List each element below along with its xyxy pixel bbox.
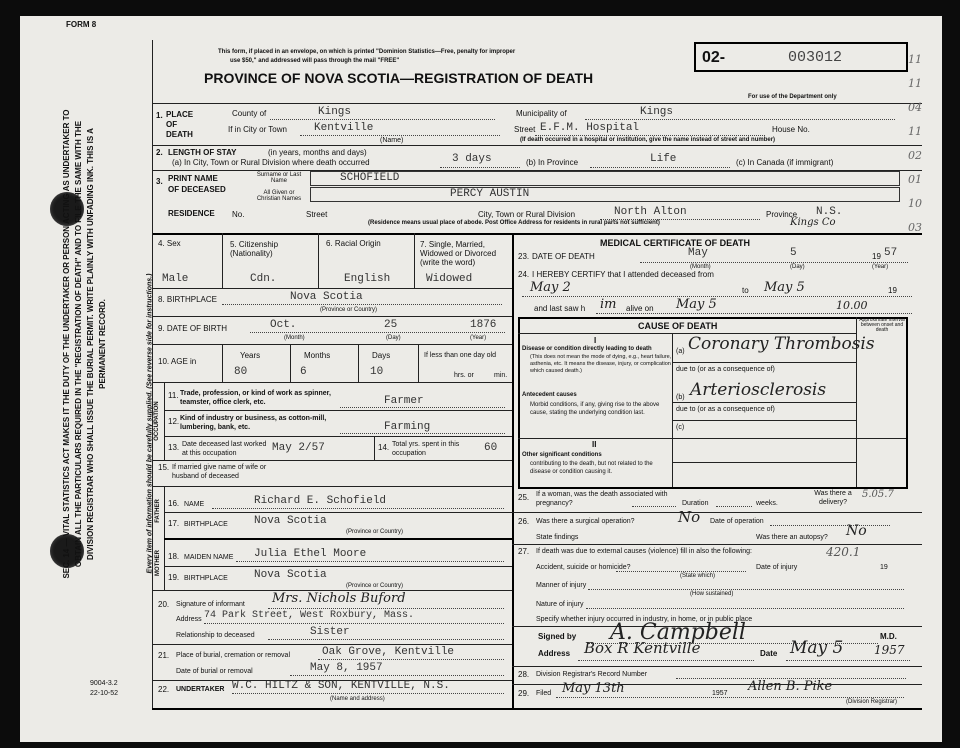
- autopsy-value: No: [846, 523, 867, 539]
- filed-date: May 13th: [562, 681, 625, 696]
- margin-code: 04: [908, 101, 922, 114]
- given-names-box: [310, 187, 900, 202]
- death-day: 5: [790, 247, 797, 259]
- last-saw-alive-date: May 5: [676, 297, 717, 312]
- relationship-value: Sister: [310, 626, 350, 638]
- reg-prefix: 02-: [702, 49, 726, 66]
- attended-from: May 2: [530, 280, 571, 295]
- mother-birthplace-value: Nova Scotia: [254, 569, 327, 581]
- death-year: 57: [884, 247, 898, 259]
- medical-certificate-title: MEDICAL CERTIFICATE OF DEATH: [600, 238, 750, 248]
- street-value: E.F.M. Hospital: [540, 122, 640, 134]
- form-label: FORM 8: [66, 20, 97, 29]
- informant-address: 74 Park Street, West Roxbury, Mass.: [204, 610, 415, 621]
- years-in-occupation: 60: [484, 442, 498, 454]
- burial-place-value: Oak Grove, Kentville: [322, 646, 455, 658]
- margin-code: 03: [908, 221, 922, 234]
- last-worked-value: May 2/57: [272, 442, 325, 454]
- cause-b-value: Arteriosclerosis: [690, 380, 827, 400]
- mail-note-1: This form, if placed in an envelope, on which is printed "Dominion Statistics—Free, penalty for improper: [218, 49, 516, 55]
- age-days: 10: [370, 366, 384, 378]
- residence-value: North Alton: [614, 206, 687, 218]
- margin-code: 11: [908, 77, 922, 90]
- operation-value: No: [678, 508, 701, 526]
- county-value: Kings: [318, 106, 352, 118]
- form-title: PROVINCE OF NOVA SCOTIA—REGISTRATION OF DEATH: [204, 70, 594, 86]
- given-names-value: PERCY AUSTIN: [450, 188, 530, 200]
- death-month: May: [688, 247, 708, 259]
- mother-name-value: Julia Ethel Moore: [254, 548, 367, 560]
- burial-date-value: May 8, 1957: [310, 662, 383, 674]
- physician-date: May 5: [790, 638, 844, 658]
- informant-signature: Mrs. Nichols Buford: [272, 591, 406, 606]
- city-value: Kentville: [314, 122, 374, 134]
- instructions-vertical-2: Every item of information should be carefully supplied. (See reverse side for instructions.): [146, 273, 154, 574]
- marital-status-value: Widowed: [426, 273, 473, 285]
- mail-note-2: use $50," and addressed will pass through the mail "FREE": [230, 58, 400, 64]
- citizenship-value: Cdn.: [250, 273, 277, 285]
- reg-number: 003012: [788, 49, 843, 66]
- margin-code: 11: [908, 53, 922, 66]
- registrar-signature: Allen B. Pike: [748, 679, 833, 694]
- place-of-death-label: PLACE OF DEATH: [166, 110, 194, 139]
- last-saw-alive-time: 10.00: [836, 299, 868, 312]
- margin-code: 11: [908, 125, 922, 138]
- instructions-vertical: SEC. 14 — VITAL STATISTICS ACT MAKES IT THE DUTY OF THE UNDERTAKER OR PERSON ACTING AS UNDERTAKER TO OBTAIN ALL THE PARTICULARS REQUIRED IN THE "REGISTRATION OF DEATH" AND TO FILE THE SAME WITH THE DIVISION REGISTRAR WHO SHALL ISSUE THE BURIAL PERMIT. WRITE PLAINLY WITH UNFADING INK. THIS IS A PERMANENT RECORD.: [62, 109, 107, 579]
- dob-year: 1876: [470, 319, 497, 331]
- dob-day: 25: [384, 319, 398, 331]
- undertaker-value: W.C. HILTZ & SON, KENTVILLE, N.S.: [232, 680, 450, 692]
- surname-value: SCHOFIELD: [340, 172, 400, 184]
- occupation-value: Farmer: [384, 395, 424, 407]
- physician-signature: A. Campbell: [610, 620, 746, 645]
- form-code: 9004-3.2: [90, 680, 118, 687]
- father-name-value: Richard E. Schofield: [254, 495, 387, 507]
- municipality-value: Kings: [640, 106, 674, 118]
- dob-month: Oct.: [270, 319, 297, 331]
- form-date: 22-10-52: [90, 690, 119, 697]
- stay-city-value: 3 days: [452, 153, 492, 165]
- racial-origin-value: English: [344, 273, 391, 285]
- margin-code: 02: [908, 149, 922, 162]
- industry-value: Farming: [384, 421, 431, 433]
- age-years: 80: [234, 366, 248, 378]
- physician-address: Box R Kentville: [584, 639, 701, 657]
- cause-of-death-title: CAUSE OF DEATH: [638, 321, 718, 331]
- sex-value: Male: [162, 273, 189, 285]
- cause-a-value: Coronary Thrombosis: [688, 334, 875, 354]
- father-birthplace-value: Nova Scotia: [254, 515, 327, 527]
- margin-code: 10: [908, 197, 922, 210]
- age-months: 6: [300, 366, 307, 378]
- stay-province-value: Life: [650, 153, 677, 165]
- margin-code: 01: [908, 173, 922, 186]
- residence-province: N.S.: [816, 206, 843, 218]
- attended-to: May 5: [764, 280, 805, 295]
- birthplace-value: Nova Scotia: [290, 291, 363, 303]
- dept-use: For use of the Department only: [748, 94, 837, 100]
